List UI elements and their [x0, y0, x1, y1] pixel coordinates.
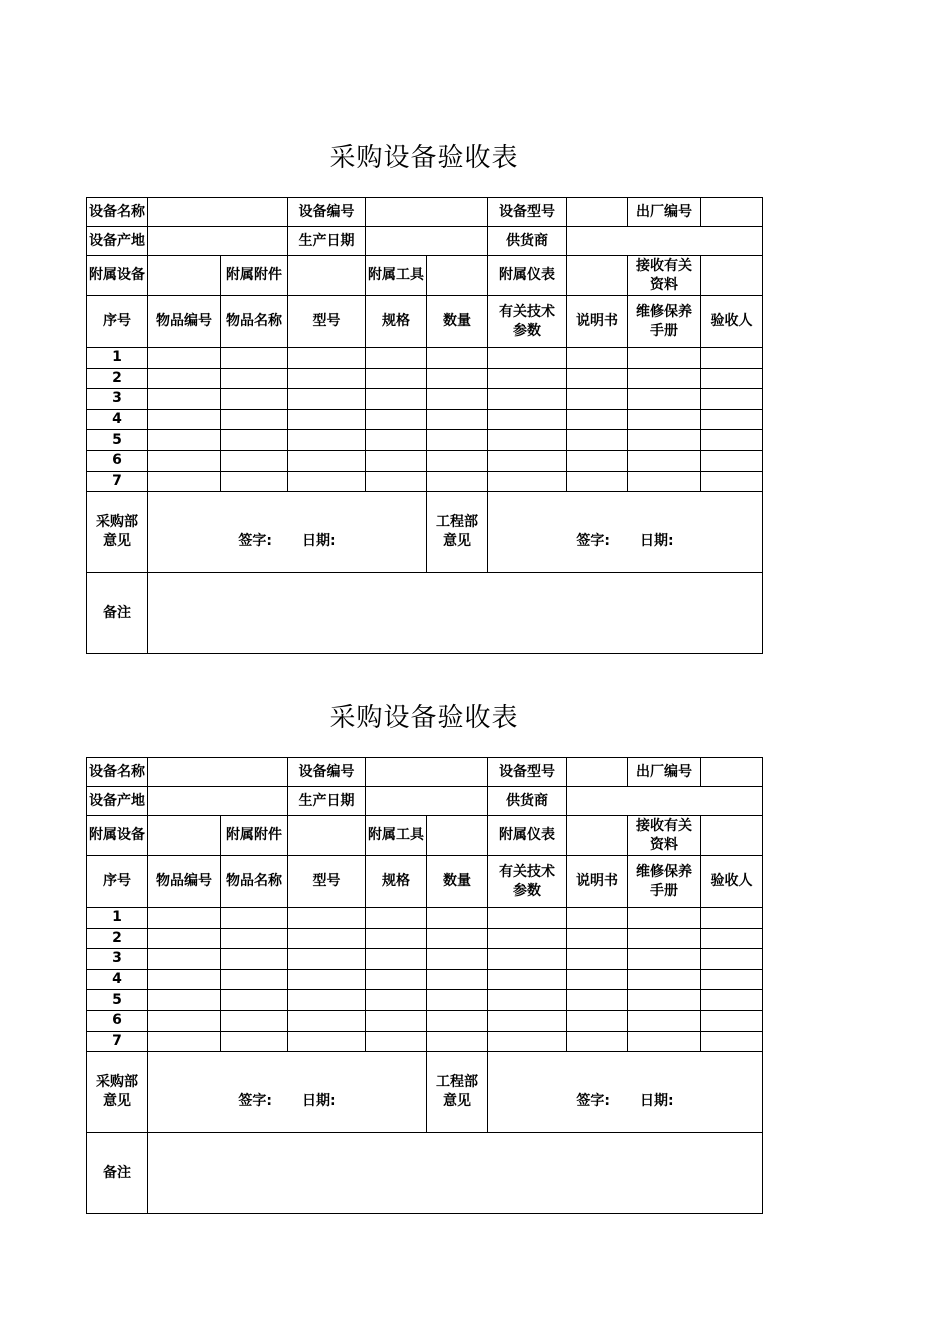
table-cell[interactable] — [701, 1031, 763, 1052]
row-number: 2 — [87, 368, 148, 389]
table-cell[interactable] — [488, 990, 567, 1011]
table-cell[interactable] — [488, 389, 567, 410]
table-row — [87, 348, 763, 369]
table-cell[interactable] — [628, 949, 701, 970]
row-number: 4 — [87, 409, 148, 430]
origin-cell[interactable] — [148, 787, 288, 816]
row-number: 5 — [87, 430, 148, 451]
table-cell[interactable] — [366, 1010, 427, 1031]
accessory-parts-cell[interactable] — [288, 256, 366, 296]
table-cell[interactable] — [148, 990, 221, 1011]
table-cell[interactable] — [366, 389, 427, 410]
engineering-signature-line — [488, 513, 762, 551]
table-cell[interactable] — [567, 990, 628, 1011]
col-header: 物品名称 — [221, 296, 288, 348]
table-cell[interactable] — [488, 409, 567, 430]
accessory-instruments-cell[interactable] — [567, 816, 628, 856]
table-row — [87, 389, 763, 410]
row-number: 1 — [87, 908, 148, 929]
table-cell[interactable] — [221, 389, 288, 410]
engineering-opinion-cell[interactable] — [488, 492, 763, 573]
table-cell[interactable] — [701, 348, 763, 369]
table-row — [87, 471, 763, 492]
production-date-label: 生产日期 — [288, 227, 366, 256]
table-row — [87, 368, 763, 389]
table-cell[interactable] — [628, 908, 701, 929]
table-cell[interactable] — [221, 990, 288, 1011]
table-cell[interactable] — [427, 471, 488, 492]
table-cell[interactable] — [366, 430, 427, 451]
table-cell[interactable] — [427, 1031, 488, 1052]
device-name-label: 设备名称 — [87, 758, 148, 787]
accessory-device-cell[interactable] — [148, 256, 221, 296]
table-cell[interactable] — [567, 949, 628, 970]
device-no-label: 设备编号 — [288, 198, 366, 227]
table-cell[interactable] — [366, 990, 427, 1011]
col-header: 规格 — [366, 856, 427, 908]
supplier-label: 供货商 — [488, 227, 567, 256]
table-cell[interactable] — [628, 409, 701, 430]
device-model-label: 设备型号 — [488, 758, 567, 787]
opinion-row — [87, 492, 763, 573]
row-number: 1 — [87, 348, 148, 369]
form-title: 采购设备验收表 — [329, 143, 519, 173]
production-date-cell[interactable] — [366, 227, 488, 256]
table-cell[interactable] — [567, 471, 628, 492]
table-cell[interactable] — [148, 368, 221, 389]
accessory-instruments-label: 附属仪表 — [488, 816, 567, 856]
supplier-cell[interactable] — [567, 787, 763, 816]
table-cell[interactable] — [288, 450, 366, 471]
accessory-device-cell[interactable] — [148, 816, 221, 856]
received-docs-label: 接收有关 资料 — [628, 256, 701, 296]
form-title: 采购设备验收表 — [329, 703, 519, 733]
table-cell[interactable] — [567, 389, 628, 410]
remarks-row — [87, 573, 763, 654]
row-number: 2 — [87, 928, 148, 949]
table-cell[interactable] — [288, 908, 366, 929]
table-cell[interactable] — [701, 990, 763, 1011]
acceptance-table — [86, 197, 763, 654]
accessory-tools-cell[interactable] — [427, 816, 488, 856]
table-cell[interactable] — [567, 928, 628, 949]
table-cell[interactable] — [567, 1010, 628, 1031]
table-cell[interactable] — [427, 1010, 488, 1031]
table-row — [87, 1010, 763, 1031]
table-row — [87, 969, 763, 990]
table-cell[interactable] — [701, 949, 763, 970]
table-cell[interactable] — [288, 949, 366, 970]
accessory-device-label: 附属设备 — [87, 256, 148, 296]
table-cell[interactable] — [628, 928, 701, 949]
table-row — [87, 949, 763, 970]
table-cell[interactable] — [488, 430, 567, 451]
table-cell[interactable] — [221, 949, 288, 970]
purchase-signature-line — [148, 513, 426, 551]
sign-label: 签字: — [576, 1093, 610, 1110]
remarks-row — [87, 1133, 763, 1214]
col-header: 数量 — [427, 296, 488, 348]
table-cell[interactable] — [221, 471, 288, 492]
table-cell[interactable] — [488, 348, 567, 369]
row-number: 6 — [87, 450, 148, 471]
column-header-row — [87, 296, 763, 348]
device-info-row — [87, 198, 763, 227]
table-cell[interactable] — [701, 1010, 763, 1031]
date-label: 日期: — [640, 1093, 674, 1110]
table-cell[interactable] — [288, 471, 366, 492]
table-cell[interactable] — [701, 928, 763, 949]
table-row — [87, 409, 763, 430]
table-cell[interactable] — [701, 450, 763, 471]
accessory-row — [87, 816, 763, 856]
accessory-parts-label: 附属附件 — [221, 816, 288, 856]
table-cell[interactable] — [701, 368, 763, 389]
table-cell[interactable] — [567, 430, 628, 451]
table-cell[interactable] — [148, 1031, 221, 1052]
table-cell[interactable] — [288, 409, 366, 430]
table-cell[interactable] — [567, 1031, 628, 1052]
column-header-row — [87, 856, 763, 908]
accessory-parts-cell[interactable] — [288, 816, 366, 856]
table-cell[interactable] — [567, 348, 628, 369]
table-cell[interactable] — [628, 1010, 701, 1031]
col-header: 物品名称 — [221, 856, 288, 908]
table-cell[interactable] — [366, 908, 427, 929]
table-cell[interactable] — [628, 348, 701, 369]
col-header: 数量 — [427, 856, 488, 908]
table-cell[interactable] — [148, 949, 221, 970]
row-number: 7 — [87, 1031, 148, 1052]
table-cell[interactable] — [221, 348, 288, 369]
row-number: 5 — [87, 990, 148, 1011]
supplier-label: 供货商 — [488, 787, 567, 816]
col-header: 物品编号 — [148, 856, 221, 908]
sign-label: 签字: — [576, 533, 610, 550]
table-cell[interactable] — [221, 430, 288, 451]
table-cell[interactable] — [148, 908, 221, 929]
table-cell[interactable] — [366, 928, 427, 949]
table-cell[interactable] — [288, 990, 366, 1011]
table-cell[interactable] — [488, 1010, 567, 1031]
table-cell[interactable] — [221, 969, 288, 990]
accessory-parts-label: 附属附件 — [221, 256, 288, 296]
table-cell[interactable] — [148, 1010, 221, 1031]
accessory-instruments-label: 附属仪表 — [488, 256, 567, 296]
row-number: 4 — [87, 969, 148, 990]
table-cell[interactable] — [366, 471, 427, 492]
table-cell[interactable] — [701, 430, 763, 451]
row-number: 6 — [87, 1010, 148, 1031]
col-header: 有关技术 参数 — [488, 296, 567, 348]
table-cell[interactable] — [221, 928, 288, 949]
engineering-opinion-cell[interactable] — [488, 1052, 763, 1133]
table-row — [87, 928, 763, 949]
date-label: 日期: — [640, 533, 674, 550]
table-cell[interactable] — [427, 409, 488, 430]
origin-cell[interactable] — [148, 227, 288, 256]
table-cell[interactable] — [427, 368, 488, 389]
col-header: 物品编号 — [148, 296, 221, 348]
table-cell[interactable] — [427, 908, 488, 929]
table-cell[interactable] — [288, 969, 366, 990]
table-cell[interactable] — [366, 1031, 427, 1052]
factory-no-cell[interactable] — [701, 198, 763, 227]
table-cell[interactable] — [427, 450, 488, 471]
engineering-opinion-label: 工程部 意见 — [427, 492, 488, 573]
date-label: 日期: — [302, 533, 336, 550]
col-header: 型号 — [288, 296, 366, 348]
table-cell[interactable] — [488, 908, 567, 929]
purchase-opinion-cell[interactable] — [148, 1052, 427, 1133]
received-docs-cell[interactable] — [701, 816, 763, 856]
table-cell[interactable] — [567, 368, 628, 389]
remarks-cell[interactable] — [148, 1133, 763, 1214]
remarks-label: 备注 — [87, 573, 148, 654]
table-cell[interactable] — [427, 990, 488, 1011]
opinion-row — [87, 1052, 763, 1133]
row-number: 7 — [87, 471, 148, 492]
table-cell[interactable] — [488, 1031, 567, 1052]
sign-label: 签字: — [238, 1093, 272, 1110]
table-cell[interactable] — [488, 969, 567, 990]
table-cell[interactable] — [488, 471, 567, 492]
table-cell[interactable] — [288, 368, 366, 389]
accessory-instruments-cell[interactable] — [567, 256, 628, 296]
engineering-opinion-label: 工程部 意见 — [427, 1052, 488, 1133]
accessory-device-label: 附属设备 — [87, 816, 148, 856]
table-row — [87, 990, 763, 1011]
table-row — [87, 908, 763, 929]
device-name-cell[interactable] — [148, 758, 288, 787]
table-cell[interactable] — [701, 409, 763, 430]
table-cell[interactable] — [427, 949, 488, 970]
table-cell[interactable] — [288, 348, 366, 369]
table-cell[interactable] — [567, 409, 628, 430]
table-cell[interactable] — [148, 471, 221, 492]
production-date-label: 生产日期 — [288, 787, 366, 816]
table-cell[interactable] — [488, 928, 567, 949]
col-header: 说明书 — [567, 856, 628, 908]
table-cell[interactable] — [221, 450, 288, 471]
table-cell[interactable] — [628, 990, 701, 1011]
col-header: 序号 — [87, 296, 148, 348]
origin-label: 设备产地 — [87, 227, 148, 256]
table-cell[interactable] — [427, 928, 488, 949]
table-cell[interactable] — [628, 450, 701, 471]
device-no-label: 设备编号 — [288, 758, 366, 787]
device-model-cell[interactable] — [567, 198, 628, 227]
purchase-signature-line — [148, 1073, 426, 1111]
table-cell[interactable] — [628, 969, 701, 990]
table-cell[interactable] — [148, 348, 221, 369]
table-cell[interactable] — [427, 389, 488, 410]
device-name-label: 设备名称 — [87, 198, 148, 227]
table-cell[interactable] — [366, 348, 427, 369]
table-cell[interactable] — [148, 969, 221, 990]
factory-no-cell[interactable] — [701, 758, 763, 787]
sign-label: 签字: — [238, 533, 272, 550]
col-header: 序号 — [87, 856, 148, 908]
table-cell[interactable] — [628, 389, 701, 410]
device-no-cell[interactable] — [366, 198, 488, 227]
accessory-tools-label: 附属工具 — [366, 256, 427, 296]
received-docs-label: 接收有关 资料 — [628, 816, 701, 856]
accessory-row — [87, 256, 763, 296]
col-header: 型号 — [288, 856, 366, 908]
table-cell[interactable] — [628, 1031, 701, 1052]
col-header: 验收人 — [701, 296, 763, 348]
col-header: 维修保养 手册 — [628, 856, 701, 908]
table-cell[interactable] — [628, 430, 701, 451]
purchase-opinion-cell[interactable] — [148, 492, 427, 573]
table-cell[interactable] — [427, 348, 488, 369]
table-row — [87, 1031, 763, 1052]
engineering-signature-line — [488, 1073, 762, 1111]
accessory-tools-cell[interactable] — [427, 256, 488, 296]
table-cell[interactable] — [567, 908, 628, 929]
origin-label: 设备产地 — [87, 787, 148, 816]
accessory-tools-label: 附属工具 — [366, 816, 427, 856]
remarks-label: 备注 — [87, 1133, 148, 1214]
table-cell[interactable] — [567, 450, 628, 471]
production-date-cell[interactable] — [366, 787, 488, 816]
factory-no-label: 出厂编号 — [628, 198, 701, 227]
col-header: 维修保养 手册 — [628, 296, 701, 348]
table-cell[interactable] — [221, 1010, 288, 1031]
table-cell[interactable] — [488, 368, 567, 389]
remarks-cell[interactable] — [148, 573, 763, 654]
table-cell[interactable] — [288, 1031, 366, 1052]
table-cell[interactable] — [701, 389, 763, 410]
table-cell[interactable] — [288, 389, 366, 410]
table-row — [87, 450, 763, 471]
table-cell[interactable] — [148, 389, 221, 410]
col-header: 验收人 — [701, 856, 763, 908]
table-cell[interactable] — [628, 368, 701, 389]
table-row — [87, 430, 763, 451]
purchase-opinion-label: 采购部 意见 — [87, 492, 148, 573]
table-cell[interactable] — [488, 450, 567, 471]
factory-no-label: 出厂编号 — [628, 758, 701, 787]
origin-row — [87, 787, 763, 816]
col-header: 规格 — [366, 296, 427, 348]
table-cell[interactable] — [701, 969, 763, 990]
col-header: 有关技术 参数 — [488, 856, 567, 908]
table-cell[interactable] — [221, 409, 288, 430]
table-cell[interactable] — [366, 409, 427, 430]
row-number: 3 — [87, 949, 148, 970]
table-cell[interactable] — [628, 471, 701, 492]
table-cell[interactable] — [148, 450, 221, 471]
table-cell[interactable] — [221, 908, 288, 929]
device-no-cell[interactable] — [366, 758, 488, 787]
table-cell[interactable] — [366, 450, 427, 471]
origin-row — [87, 227, 763, 256]
date-label: 日期: — [302, 1093, 336, 1110]
table-cell[interactable] — [488, 949, 567, 970]
device-info-row — [87, 758, 763, 787]
table-cell[interactable] — [148, 430, 221, 451]
table-cell[interactable] — [701, 908, 763, 929]
table-cell[interactable] — [288, 928, 366, 949]
table-cell[interactable] — [567, 969, 628, 990]
table-cell[interactable] — [148, 409, 221, 430]
supplier-cell[interactable] — [567, 227, 763, 256]
device-name-cell[interactable] — [148, 198, 288, 227]
table-cell[interactable] — [221, 368, 288, 389]
acceptance-table — [86, 757, 763, 1214]
table-cell[interactable] — [427, 430, 488, 451]
table-cell[interactable] — [288, 1010, 366, 1031]
table-cell[interactable] — [366, 368, 427, 389]
table-cell[interactable] — [221, 1031, 288, 1052]
table-cell[interactable] — [427, 969, 488, 990]
col-header: 说明书 — [567, 296, 628, 348]
row-number: 3 — [87, 389, 148, 410]
device-model-cell[interactable] — [567, 758, 628, 787]
table-cell[interactable] — [366, 969, 427, 990]
table-cell[interactable] — [288, 430, 366, 451]
table-cell[interactable] — [366, 949, 427, 970]
device-model-label: 设备型号 — [488, 198, 567, 227]
table-cell[interactable] — [701, 471, 763, 492]
purchase-opinion-label: 采购部 意见 — [87, 1052, 148, 1133]
received-docs-cell[interactable] — [701, 256, 763, 296]
table-cell[interactable] — [148, 928, 221, 949]
